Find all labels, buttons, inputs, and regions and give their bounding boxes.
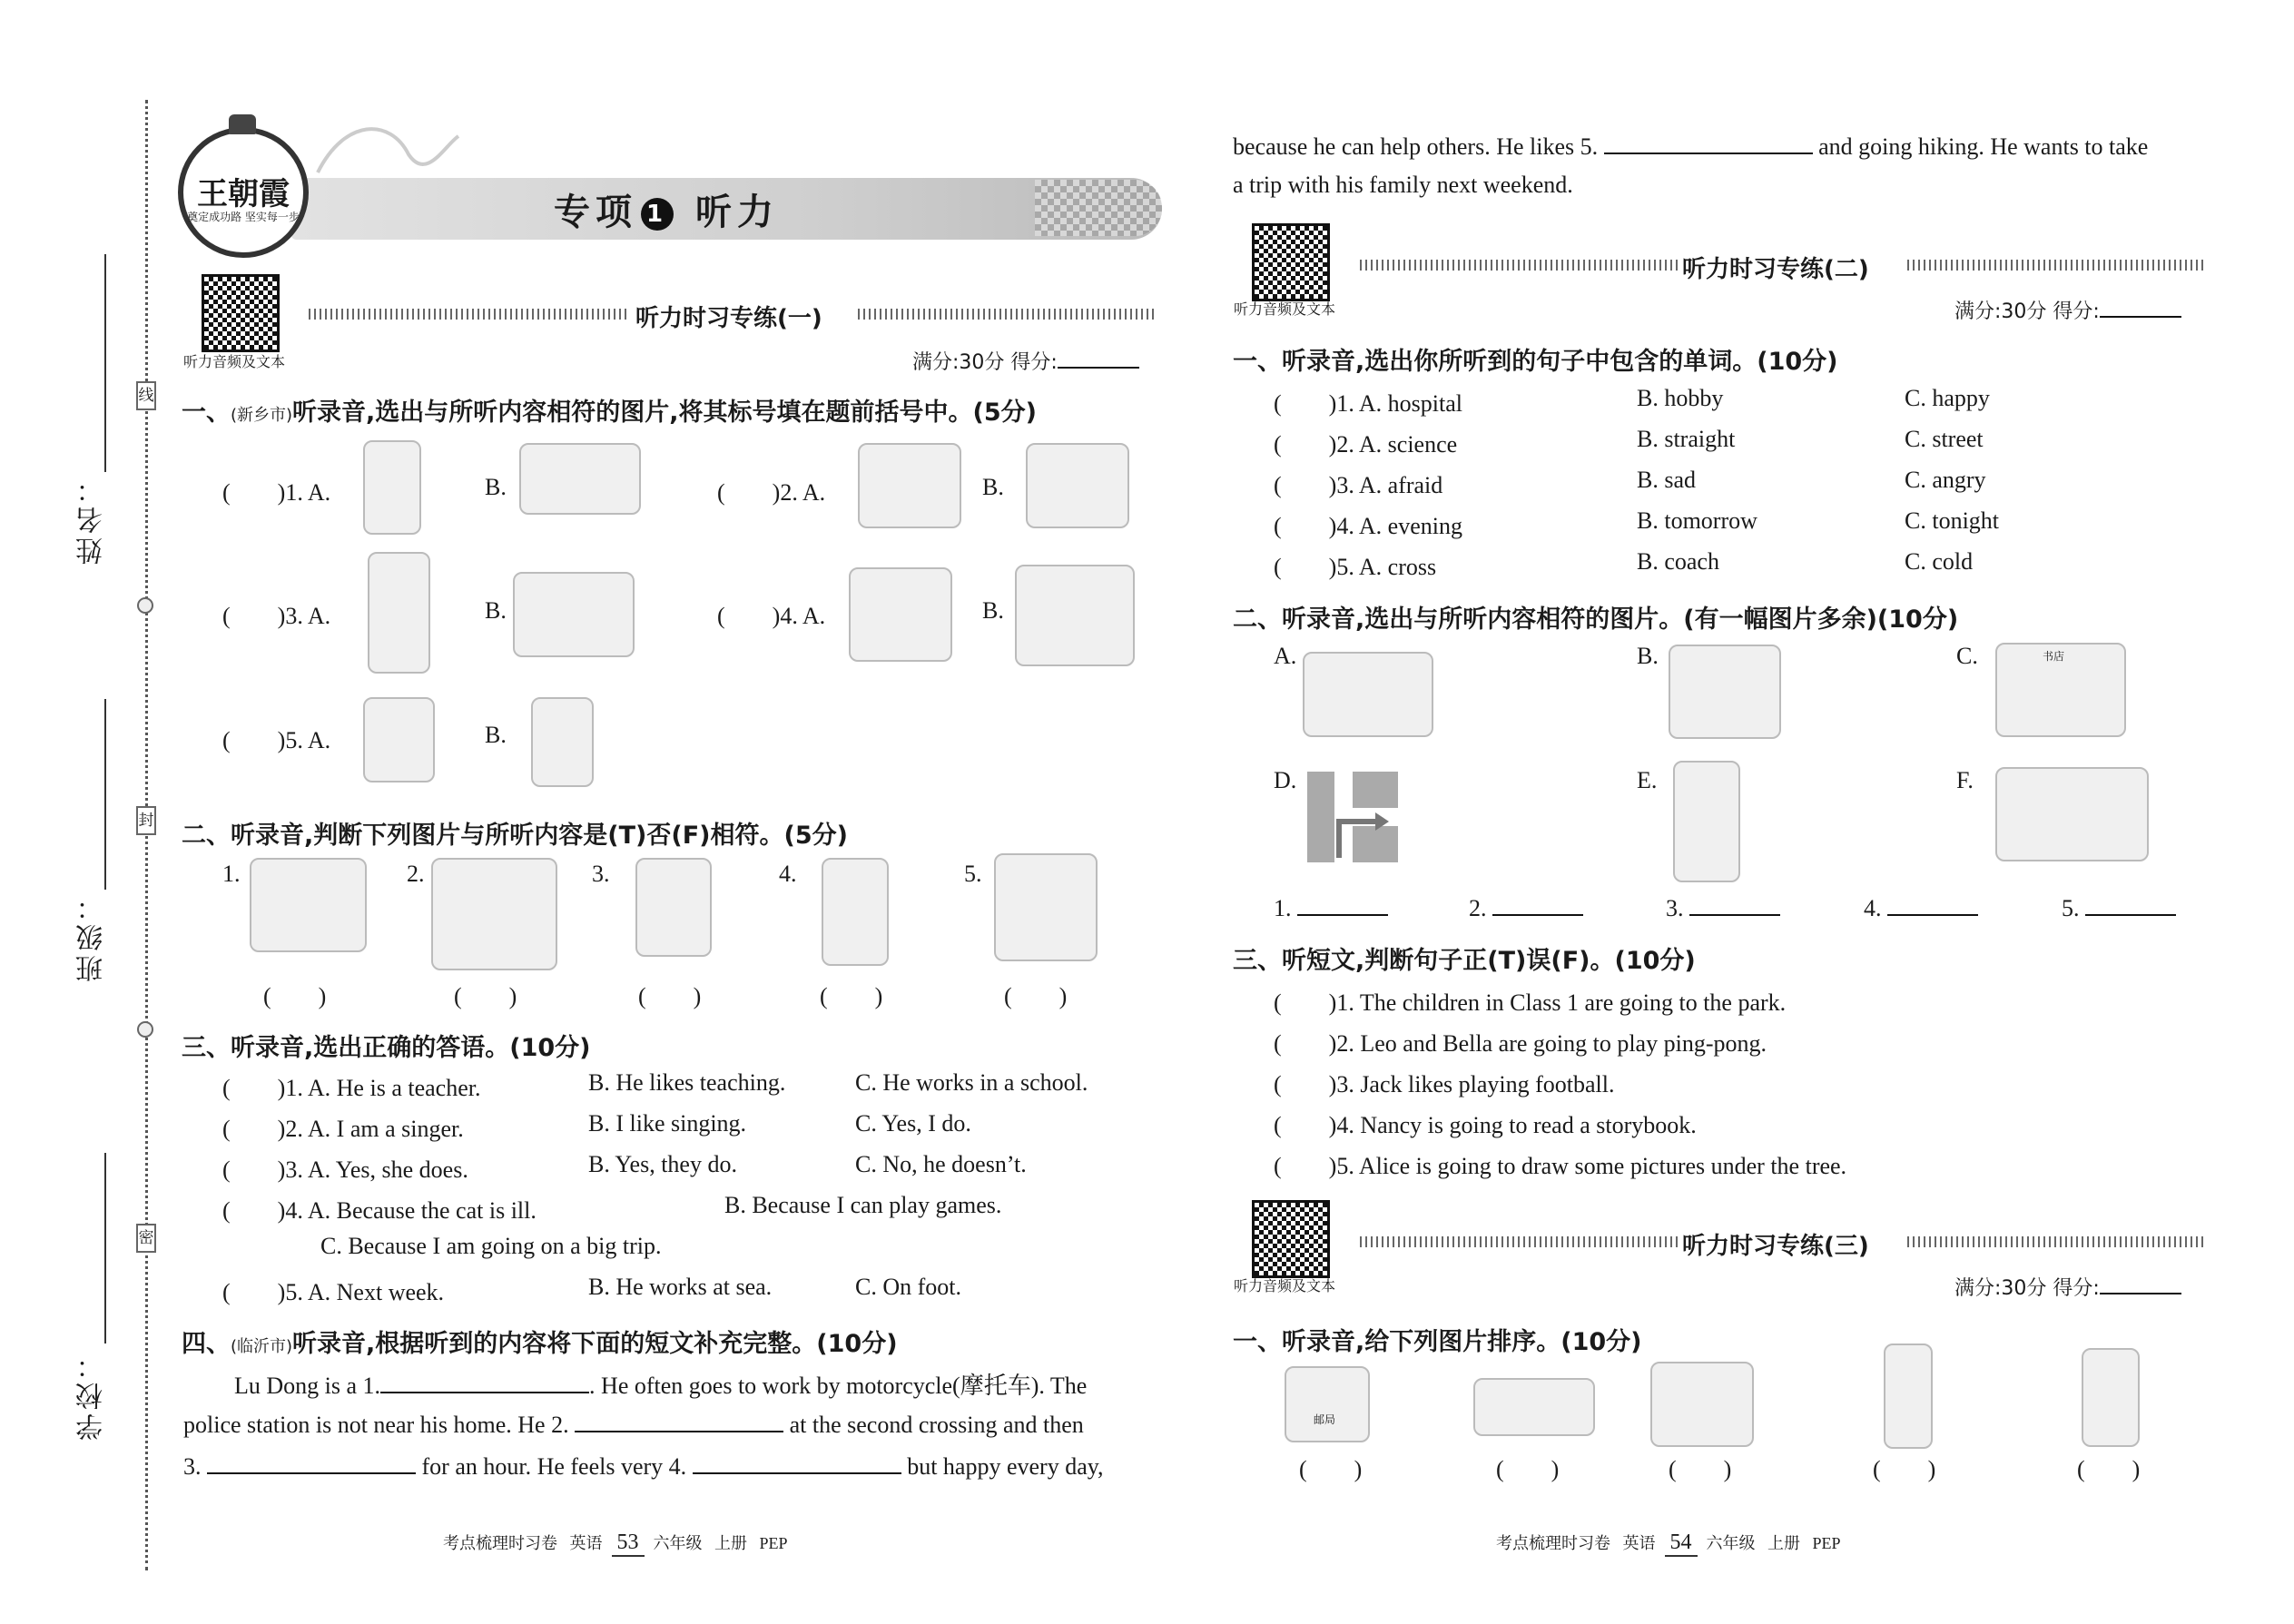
pilot-icon bbox=[431, 858, 557, 970]
r3-question-1-heading: 一、听录音,给下列图片排序。(10分) bbox=[1233, 1328, 1642, 1356]
river-scene-icon bbox=[513, 572, 635, 657]
section-title-1: 听力时习专练(一) bbox=[635, 305, 822, 332]
boy-with-cat-icon bbox=[531, 697, 594, 787]
class-label: 班级： bbox=[76, 890, 108, 982]
r-question-2-heading: 二、听录音,选出与所听内容相符的图片。(有一幅图片多余)(10分) bbox=[1233, 605, 1959, 634]
q3-row-5-a[interactable]: ( )5. A. Next week. bbox=[222, 1279, 445, 1305]
q2-answer-1[interactable]: ( ) bbox=[263, 983, 327, 1009]
q4-line-2: police station is not near his home. He 2. at the second crossing and then bbox=[183, 1409, 1084, 1439]
binding-mark-secret: 密 bbox=[136, 1224, 156, 1253]
q3-row-4-a[interactable]: ( )4. A. Because the cat is ill. bbox=[222, 1197, 537, 1224]
qr-code[interactable] bbox=[1252, 1200, 1330, 1278]
r-question-1-heading: 一、听录音,选出你所听到的句子中包含的单词。(10分) bbox=[1233, 348, 1838, 376]
divider bbox=[1907, 260, 2203, 271]
basketball-player-icon bbox=[822, 858, 889, 966]
r-q2-answer-1[interactable]: 1. bbox=[1274, 892, 1388, 922]
divider bbox=[1360, 260, 1678, 271]
right-page: because he can help others. He likes 5. and going hiking. He wants to take a trip with his family next weekend. 听力音频及文本 听力时习专练(二) 满分:30分 得分: 一、听录音,选出你所听到的句子中包含的单词。(10分) ( )1. A. hospital B. hobby C. happy ( )2. A. science B. straight C. street ( )3. A. afraid B. sad C. angry ( )4. A. evening B. tomorrow C. tonight ( )5. A. cross B. coach C. cold 二、听录音,选出与所听内容相符的图片。(有一幅图片多余)(10分) A. B. C. 书店 D. E. F. 1. 2. 3. 4. 5. 三、听短文,判断句子正(T)误(F)。(10分) ( )1. The children in Class 1 are going to the park. ( )2. Leo and Bella are going to play ping-pong. ( )3. Jack likes playing football. ( )4. Nancy is going to read a storybook. ( )5. Alice is going to draw some pictures under the tree. 听力音频及文本 听力时习专练(三) 满分:30分 得分: 一、听录音,给下列图片排序。(10分) 邮局 ( ) ( ) ( ) ( ) ( ) 考点梳理时习卷 英语 54 六年级 上册 PEP bbox=[1147, 0, 2294, 1624]
post-office-icon: 邮局 bbox=[1285, 1366, 1370, 1442]
school-label: 学校： bbox=[76, 1348, 108, 1441]
r-q3-row-4[interactable]: ( )4. Nancy is going to read a storybook. bbox=[1274, 1112, 1697, 1138]
train-icon bbox=[1995, 767, 2149, 861]
sick-boy-icon bbox=[1673, 761, 1740, 882]
r3-answer-4[interactable]: ( ) bbox=[1873, 1456, 1936, 1482]
r3-answer-2[interactable]: ( ) bbox=[1496, 1456, 1560, 1482]
section-title-2: 听力时习专练(二) bbox=[1682, 256, 1869, 283]
r-q2-answer-3[interactable]: 3. bbox=[1666, 892, 1780, 922]
blank-4[interactable] bbox=[693, 1451, 901, 1474]
blank-1[interactable] bbox=[380, 1370, 589, 1393]
divider bbox=[1360, 1236, 1678, 1247]
question-1-heading: 一、(新乡市)听录音,选出与所听内容相符的图片,将其标号填在题前括号中。(5分) bbox=[182, 399, 1038, 427]
q3-row-3-a[interactable]: ( )3. A. Yes, she does. bbox=[222, 1156, 468, 1183]
passage-continued-1: because he can help others. He likes 5. and going hiking. He wants to take bbox=[1233, 131, 2148, 161]
binding-mark-line: 线 bbox=[136, 381, 156, 410]
bookstore-icon: 书店 bbox=[1995, 643, 2126, 737]
cat-and-mouse-icon bbox=[1303, 652, 1433, 737]
boy-running-icon bbox=[363, 440, 421, 535]
man-at-laptop-icon bbox=[1669, 645, 1781, 739]
q1-item-2[interactable]: ( )2. A. bbox=[717, 479, 826, 506]
r-q1-row-1[interactable]: ( )1. A. hospital bbox=[1274, 390, 1462, 417]
binding-mark-seal: 封 bbox=[136, 806, 156, 835]
ribbon-decoration bbox=[309, 109, 463, 191]
girl-with-gift-icon bbox=[363, 697, 435, 782]
q1-item-5[interactable]: ( )5. A. bbox=[222, 727, 331, 753]
r3-answer-1[interactable]: ( ) bbox=[1299, 1456, 1363, 1482]
r-q1-row-5[interactable]: ( )5. A. cross bbox=[1274, 554, 1437, 580]
r3-answer-5[interactable]: ( ) bbox=[2077, 1456, 2141, 1482]
page-number: 54 bbox=[1665, 1530, 1698, 1557]
q2-answer-5[interactable]: ( ) bbox=[1004, 983, 1068, 1009]
q4-line-3: 3. for an hour. He feels very 4. but happy every day, bbox=[183, 1451, 1104, 1481]
page-footer: 考点梳理时习卷 英语 53 六年级 上册 PEP bbox=[443, 1530, 788, 1557]
divider bbox=[1907, 1236, 2203, 1247]
qr-code[interactable] bbox=[1252, 223, 1330, 301]
page-number: 53 bbox=[612, 1530, 645, 1557]
q2-answer-3[interactable]: ( ) bbox=[638, 983, 702, 1009]
r-q2-answer-2[interactable]: 2. bbox=[1469, 892, 1583, 922]
question-4-heading: 四、(临沂市)听录音,根据听到的内容将下面的短文补充完整。(10分) bbox=[182, 1330, 898, 1358]
cyclist-icon bbox=[994, 853, 1098, 961]
school-gate-icon bbox=[1026, 443, 1129, 528]
brand-logo: 王朝霞 奠定成功路 坚实每一步 bbox=[178, 127, 309, 258]
divider bbox=[858, 309, 1157, 320]
score-label: 满分:30分 得分: bbox=[1954, 1271, 2181, 1301]
score-label: 满分:30分 得分: bbox=[912, 345, 1139, 375]
r-q3-row-2[interactable]: ( )2. Leo and Bella are going to play ping-pong. bbox=[1274, 1030, 1767, 1057]
banner-pattern bbox=[1035, 180, 1162, 236]
crown-icon bbox=[229, 114, 256, 134]
question-2-heading: 二、听录音,判断下列图片与所听内容是(T)否(F)相符。(5分) bbox=[182, 822, 848, 850]
r3-answer-3[interactable]: ( ) bbox=[1669, 1456, 1732, 1482]
swimmer-icon bbox=[519, 443, 641, 515]
q1-item-1[interactable]: ( )1. A. bbox=[222, 479, 331, 506]
blank-3[interactable] bbox=[207, 1451, 416, 1474]
divider bbox=[309, 309, 626, 320]
girl-reading-icon bbox=[635, 858, 712, 957]
r-q3-row-5[interactable]: ( )5. Alice is going to draw some pictures under the tree. bbox=[1274, 1153, 1847, 1179]
name-label: 姓名： bbox=[76, 472, 108, 565]
r-q2-answer-5[interactable]: 5. bbox=[2062, 892, 2176, 922]
left-page: 王朝霞 奠定成功路 坚实每一步 专项 1 听力 听力音频及文本 听力时习专练(一) 满分:30分 得分: 一、(新乡市)听录音,选出与所听内容相符的图片,将其标号填在题前括号中。(5分) ( )1. A. B. ( )2. A. B. ( )3. A. B. ( )4. A. B. ( )5. A. B. 二、听录音,判断下列图片与所听内容是(T)否(F)相符。(5分) 1. 2. 3. 4. 5. ( ) ( ) ( ) ( ) ( ) 三、听录音,选出正确的答语。(10分) ( )1. A. He is a teacher. B. He likes teaching. C. He works in a school. ( )2. A. I am a singer. B. I like singing. C. Yes, I do. ( )3. A. Yes, she does. B. Yes, they do. C. No, he doesn’t. ( )4. A. Because the cat is ill. B. Because I can play games. C. Because I am going on a big trip. ( )5. A. Next week. B. He works at sea. C. On foot. 四、(临沂市)听录音,根据听到的内容将下面的短文补充完整。(10分) Lu Dong is a 1. . He often goes to work by motorcycle(摩托车). The police station is not near his home. He 2. at the second crossing and then 3. for an hour. He feels very 4. but happy every day, 考点梳理时习卷 英语 53 六年级 上册 PEP bbox=[0, 0, 1147, 1624]
q3-row-1-a[interactable]: ( )1. A. He is a teacher. bbox=[222, 1075, 481, 1101]
girl-dancing-icon bbox=[2082, 1348, 2140, 1447]
q2-answer-2[interactable]: ( ) bbox=[454, 983, 517, 1009]
page-footer: 考点梳理时习卷 英语 54 六年级 上册 PEP bbox=[1496, 1530, 1841, 1557]
school-building-icon bbox=[858, 443, 961, 528]
qr-code[interactable] bbox=[202, 274, 280, 352]
q3-row-2-a[interactable]: ( )2. A. I am a singer. bbox=[222, 1116, 464, 1142]
cinema-icon bbox=[250, 858, 367, 952]
postman-icon bbox=[368, 552, 430, 674]
q2-answer-4[interactable]: ( ) bbox=[820, 983, 883, 1009]
family-street-icon bbox=[1015, 565, 1135, 666]
section-title-3: 听力时习专练(三) bbox=[1682, 1233, 1869, 1260]
score-label: 满分:30分 得分: bbox=[1954, 294, 2181, 324]
blank-2[interactable] bbox=[575, 1409, 783, 1432]
r-q3-row-3[interactable]: ( )3. Jack likes playing football. bbox=[1274, 1071, 1615, 1097]
family-park-icon bbox=[849, 567, 952, 662]
r-q1-row-3[interactable]: ( )3. A. afraid bbox=[1274, 472, 1443, 498]
police-officer-icon bbox=[1884, 1343, 1933, 1449]
passage-continued-2: a trip with his family next weekend. bbox=[1233, 172, 1573, 198]
r-q3-row-1[interactable]: ( )1. The children in Class 1 are going to the park. bbox=[1274, 989, 1787, 1016]
question-3-heading: 三、听录音,选出正确的答语。(10分) bbox=[182, 1034, 591, 1062]
r-question-3-heading: 三、听短文,判断句子正(T)误(F)。(10分) bbox=[1233, 947, 1696, 975]
q1-item-4[interactable]: ( )4. A. bbox=[717, 603, 826, 629]
r-q2-answer-4[interactable]: 4. bbox=[1864, 892, 1978, 922]
blank-5[interactable] bbox=[1604, 131, 1813, 154]
airplane-icon bbox=[1473, 1378, 1595, 1436]
r-q1-row-4[interactable]: ( )4. A. evening bbox=[1274, 513, 1462, 539]
turn-right-sign-icon bbox=[1303, 767, 1403, 867]
hikers-icon bbox=[1650, 1362, 1754, 1447]
q4-line-1: Lu Dong is a 1. . He often goes to work by motorcycle(摩托车). The bbox=[234, 1367, 1087, 1401]
q1-item-3[interactable]: ( )3. A. bbox=[222, 603, 331, 629]
page-title: 专项 1 听力 bbox=[554, 192, 779, 233]
r-q1-row-2[interactable]: ( )2. A. science bbox=[1274, 431, 1458, 458]
